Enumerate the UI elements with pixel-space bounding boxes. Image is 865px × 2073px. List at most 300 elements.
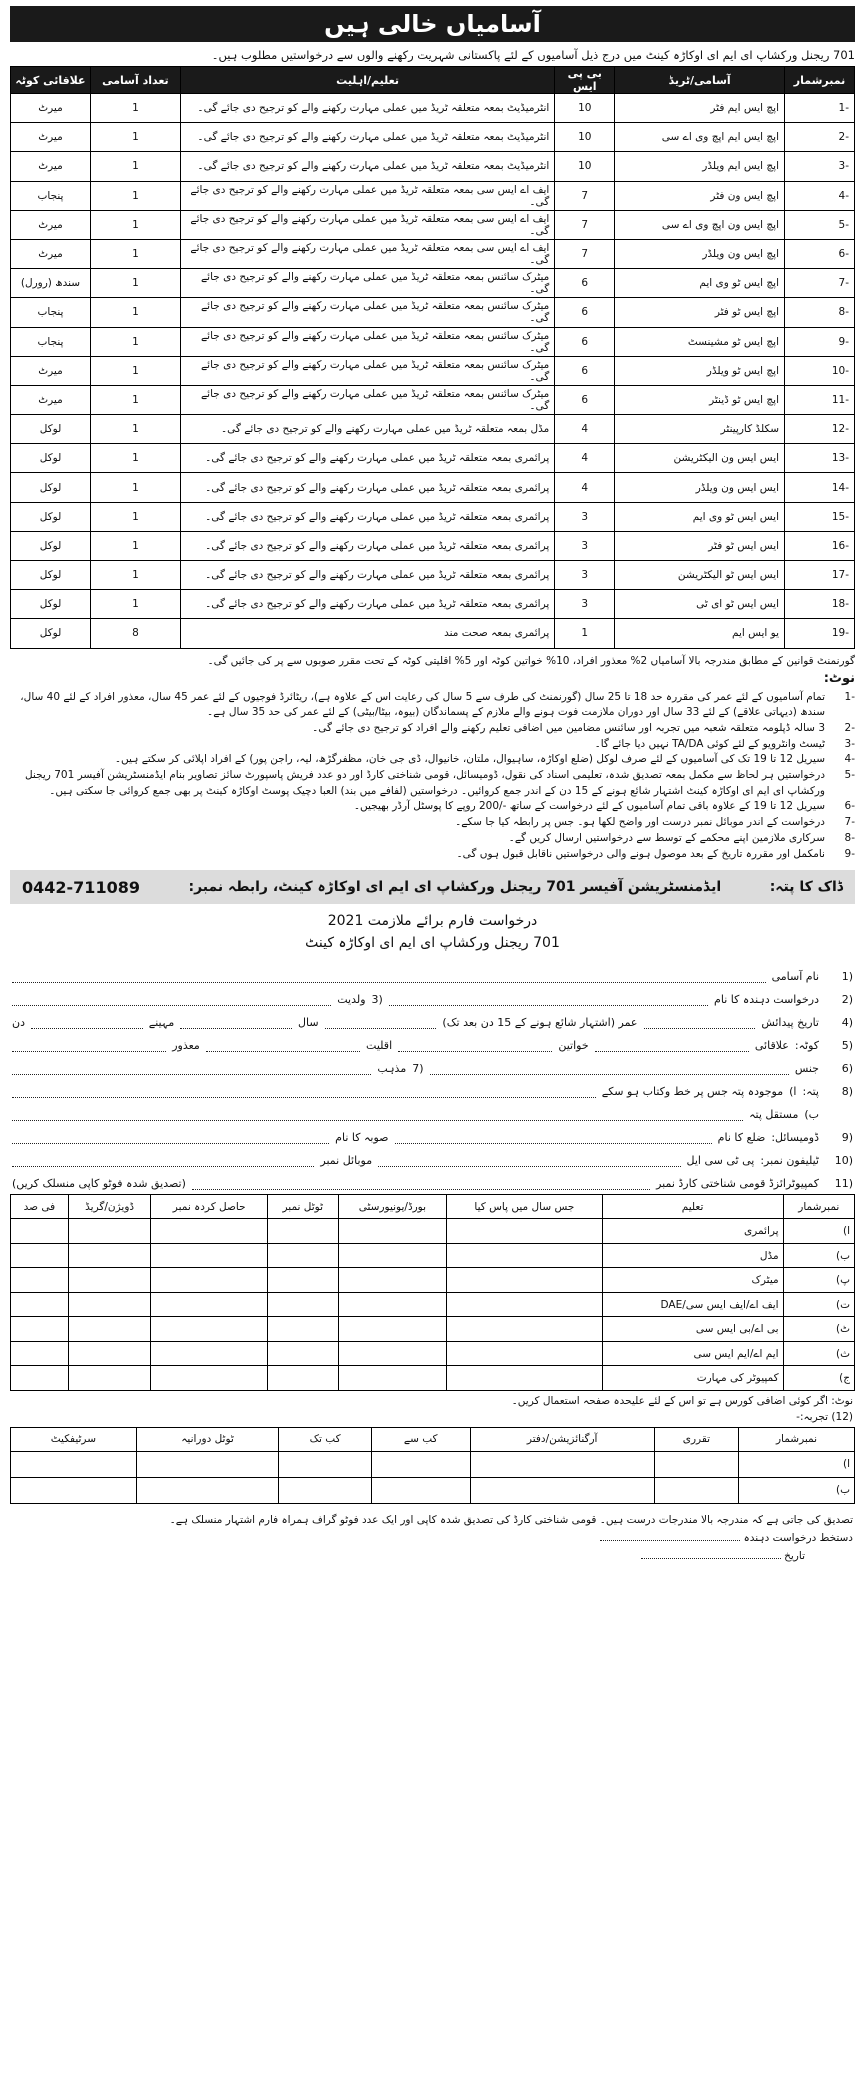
edu-cell-input[interactable] <box>68 1292 151 1317</box>
field-post: (1 نام آسامی <box>12 960 853 983</box>
cell-post: اپچ ایس ٹو ڈینٹر <box>615 385 785 414</box>
col-quota: علاقائی کوٹہ <box>11 67 91 94</box>
cell-bps: 7 <box>555 181 615 210</box>
edu-col-header: ٹوٹل نمبر <box>267 1195 338 1219</box>
cell-quota: لوکل <box>11 415 91 444</box>
intro-text: 701 ریجنل ورکشاپ ای ایم ای اوکاڑہ کینٹ میں درج ذیل آسامیوں کے لئے پاکستانی شہریت رکھنے والوں سے درخواستیں مطلوب ہیں۔ <box>211 48 855 62</box>
cell-post: اپچ ایس ایم ویلڈر <box>615 152 785 181</box>
edu-cell-input[interactable] <box>68 1243 151 1268</box>
edu-cell-input[interactable] <box>11 1268 69 1293</box>
form-title: درخواست فارم برائے ملازمت 2021 <box>327 913 538 930</box>
date-input[interactable] <box>641 1558 781 1559</box>
cell-post: ایس ایس ٹو ای ٹی <box>615 590 785 619</box>
edu-cell-label: ایم اے/ایم ایس سی <box>602 1341 783 1366</box>
cell-count: 1 <box>90 94 180 123</box>
signature-input[interactable] <box>600 1540 740 1541</box>
father-name-input[interactable] <box>12 992 331 1006</box>
cell-count: 1 <box>90 356 180 385</box>
edu-col-header: حاصل کردہ نمبر <box>151 1195 268 1219</box>
cell-quota: میرٹ <box>11 356 91 385</box>
note-text: نامکمل اور مقررہ تاریخ کے بعد موصول ہونے والی درخواستیں ناقابل قبول ہوں گی۔ <box>456 847 825 860</box>
edu-cell-input[interactable] <box>267 1341 338 1366</box>
edu-cell-input[interactable] <box>447 1268 602 1293</box>
edu-cell-label: میٹرک <box>602 1268 783 1293</box>
edu-row <box>11 1341 855 1366</box>
exp-col-header: تقرری <box>654 1427 738 1451</box>
note-item <box>10 690 855 721</box>
ptcl-input[interactable] <box>378 1153 680 1167</box>
edu-cell-label: ب) <box>783 1243 854 1268</box>
field-domicile: (9 ڈومیسائل: ضلع کا نام صوبہ کا نام <box>12 1121 853 1144</box>
note-item <box>10 768 855 799</box>
cell-bps: 3 <box>555 502 615 531</box>
edu-col-header: ڈویژن/گریڈ <box>68 1195 151 1219</box>
signature-field: دستخط درخواست دہندہ <box>12 1532 853 1544</box>
exp-cell-input[interactable] <box>136 1477 279 1503</box>
age-days-input[interactable] <box>31 1015 143 1029</box>
cell-bps: 6 <box>555 298 615 327</box>
cell-qual: پرائمری بمعہ صحت مند <box>180 619 554 648</box>
education-table <box>10 1194 855 1391</box>
cell-bps: 10 <box>555 94 615 123</box>
exp-cell-input[interactable] <box>371 1451 470 1477</box>
edu-cell-label: مڈل <box>602 1243 783 1268</box>
experience-table <box>10 1427 855 1504</box>
exp-col-header: سرٹیفکیٹ <box>11 1427 137 1451</box>
table-row <box>11 415 855 444</box>
mobile-input[interactable] <box>12 1153 314 1167</box>
edu-cell-input[interactable] <box>267 1292 338 1317</box>
dob-input[interactable] <box>644 1015 756 1029</box>
table-row <box>11 181 855 210</box>
field-perm-address: ب) مستقل پتہ <box>12 1098 853 1121</box>
cell-qual: انٹرمیڈیٹ بمعہ متعلقہ ٹریڈ میں عملی مہارت رکھنے والے کو ترجیح دی جائے گی۔ <box>180 94 554 123</box>
exp-row <box>11 1477 855 1503</box>
col-qual: تعلیم/اہلیت <box>180 67 554 94</box>
cell-qual: میٹرک سائنس بمعہ متعلقہ ٹریڈ میں عملی مہارت رکھنے والے کو ترجیح دی جائے گی۔ <box>180 269 554 298</box>
declaration: تصدیق کی جاتی ہے کہ مندرجہ بالا مندرجات درست ہیں۔ قومی شناختی کارڈ کی تصدیق شدہ کاپی اور ایک عدد فوٹو گراف ہمراہ فارم اشتہار منسلک ہے۔ <box>169 1513 853 1526</box>
cell-sr: -14 <box>785 473 855 502</box>
cell-qual: میٹرک سائنس بمعہ متعلقہ ٹریڈ میں عملی مہارت رکھنے والے کو ترجیح دی جائے گی۔ <box>180 298 554 327</box>
cell-quota: سندھ (رورل) <box>11 269 91 298</box>
postal-address-text: ایڈمنسٹریشن آفیسر 701 ریجنل ورکشاپ ای ایم ای اوکاڑہ کینٹ، رابطہ نمبر: <box>188 879 722 896</box>
cell-qual: پرائمری بمعہ متعلقہ ٹریڈ میں عملی مہارت رکھنے والے کو ترجیح دی جائے گی۔ <box>180 590 554 619</box>
edu-cell-input[interactable] <box>447 1366 602 1391</box>
note-number: -4 <box>844 753 855 766</box>
cell-sr: -8 <box>785 298 855 327</box>
cell-bps: 3 <box>555 531 615 560</box>
post-input[interactable] <box>12 969 766 983</box>
cell-sr: -7 <box>785 269 855 298</box>
field-phone: (10 ٹیلیفون نمبر: پی ٹی سی ایل موبائل نمبر <box>12 1144 853 1167</box>
note-text: درخواست کے اندر موبائل نمبر درست اور واضح لکھا ہو۔ جس پر رابطہ کیا جا سکے۔ <box>455 816 825 829</box>
edu-cell-input[interactable] <box>151 1292 268 1317</box>
table-row <box>11 561 855 590</box>
cell-bps: 6 <box>555 385 615 414</box>
cell-post: اپچ ایس ون فٹر <box>615 181 785 210</box>
edu-col-header: نمبرشمار <box>783 1195 854 1219</box>
cell-post: اپچ ایس ون ویلڈر <box>615 239 785 268</box>
province-input[interactable] <box>12 1130 329 1144</box>
cell-sr: -10 <box>785 356 855 385</box>
note-text: 3 سالہ ڈپلومہ متعلقہ شعبہ میں تجربہ اور سائنس مضامین میں اضافی تعلیم رکھنے والے افراد کو ترجیح دی جائے گی۔ <box>312 721 825 734</box>
edu-cell-label: ٹ) <box>783 1317 854 1342</box>
note-text: سرکاری ملازمین اپنے محکمے کے توسط سے درخواستیں ارسال کریں گے۔ <box>508 831 825 844</box>
cell-qual: میٹرک سائنس بمعہ متعلقہ ٹریڈ میں عملی مہارت رکھنے والے کو ترجیح دی جائے گی۔ <box>180 385 554 414</box>
cell-count: 1 <box>90 298 180 327</box>
cell-qual: پرائمری بمعہ متعلقہ ٹریڈ میں عملی مہارت رکھنے والے کو ترجیح دی جائے گی۔ <box>180 473 554 502</box>
edu-cell-input[interactable] <box>338 1243 447 1268</box>
note-item <box>10 831 855 847</box>
postal-label: ڈاک کا پتہ: <box>769 879 843 896</box>
cell-sr: -1 <box>785 94 855 123</box>
cell-quota: میرٹ <box>11 152 91 181</box>
cell-count: 1 <box>90 181 180 210</box>
cell-post: ایس ایس ون ویلڈر <box>615 473 785 502</box>
quota-disabled-input[interactable] <box>12 1038 166 1052</box>
notes-title: نوٹ: <box>823 670 855 686</box>
cell-quota: پنجاب <box>11 327 91 356</box>
edu-cell-input[interactable] <box>151 1268 268 1293</box>
edu-cell-input[interactable] <box>338 1219 447 1244</box>
cell-post: اپچ ایس ایم اپچ وی اے سی <box>615 123 785 152</box>
exp-cell-input[interactable] <box>654 1451 738 1477</box>
cell-post: ایس ایس ون الیکٹریشن <box>615 444 785 473</box>
field-cnic: (11 کمپیوٹرائزڈ قومی شناختی کارڈ نمبر (تصدیق شدہ فوٹو کاپی منسلک کریں) <box>12 1177 853 1191</box>
edu-cell-input[interactable] <box>68 1219 151 1244</box>
table-row <box>11 619 855 648</box>
name-input[interactable] <box>389 992 708 1006</box>
cell-quota: لوکل <box>11 590 91 619</box>
edu-cell-input[interactable] <box>338 1341 447 1366</box>
edu-cell-input[interactable] <box>68 1268 151 1293</box>
edu-cell-input[interactable] <box>267 1366 338 1391</box>
cell-post: اپچ ایس ٹو ویلڈر <box>615 356 785 385</box>
quota-minority-input[interactable] <box>206 1038 360 1052</box>
cell-quota: میرٹ <box>11 94 91 123</box>
edu-cell-input[interactable] <box>151 1243 268 1268</box>
cell-quota: میرٹ <box>11 385 91 414</box>
cell-bps: 6 <box>555 327 615 356</box>
col-bps: بی پی ایس <box>555 67 615 94</box>
cell-count: 1 <box>90 385 180 414</box>
edu-cell-input[interactable] <box>447 1219 602 1244</box>
edu-cell-input[interactable] <box>447 1243 602 1268</box>
form-subtitle: 701 ریجنل ورکشاپ ای ایم ای اوکاڑہ کینٹ <box>305 935 560 952</box>
cell-count: 1 <box>90 210 180 239</box>
edu-cell-input[interactable] <box>447 1341 602 1366</box>
cell-bps: 6 <box>555 269 615 298</box>
cell-sr: -4 <box>785 181 855 210</box>
table-row <box>11 356 855 385</box>
cell-sr: -3 <box>785 152 855 181</box>
edu-cell-input[interactable] <box>11 1341 69 1366</box>
edu-cell-input[interactable] <box>447 1292 602 1317</box>
cell-quota: لوکل <box>11 502 91 531</box>
field-dob: (4 تاریخ پیدائش عمر (اشتہار شائع ہونے کے 15 دن بعد تک) سال مہینے دن <box>12 1016 853 1030</box>
edu-cell-label: ج) <box>783 1366 854 1391</box>
edu-row <box>11 1292 855 1317</box>
course-note: نوٹ: اگر کوئی اضافی کورس ہے تو اس کے لئے علیحدہ صفحہ استعمال کریں۔ <box>511 1394 853 1407</box>
cell-qual: پرائمری بمعہ متعلقہ ٹریڈ میں عملی مہارت رکھنے والے کو ترجیح دی جائے گی۔ <box>180 444 554 473</box>
cell-quota: میرٹ <box>11 123 91 152</box>
edu-col-header: بورڈ/یونیورسٹی <box>338 1195 447 1219</box>
exp-cell-input[interactable] <box>136 1451 279 1477</box>
cell-count: 1 <box>90 415 180 444</box>
edu-cell-input[interactable] <box>68 1341 151 1366</box>
note-number: -1 <box>844 690 855 703</box>
table-row <box>11 385 855 414</box>
religion-input[interactable] <box>12 1061 371 1075</box>
edu-cell-input[interactable] <box>11 1292 69 1317</box>
exp-cell-input[interactable] <box>11 1451 137 1477</box>
quota-note: گورنمنٹ قوانین کے مطابق مندرجہ بالا آسامیاں 2% معذور افراد، 10% خواتین کوٹہ اور 5% اقلیتی کوٹہ کے تحت مقرر صوبوں سے پر کی جائیں گی۔ <box>207 654 855 667</box>
cell-count: 8 <box>90 619 180 648</box>
exp-row <box>11 1451 855 1477</box>
note-item <box>10 721 855 737</box>
table-row <box>11 239 855 268</box>
table-row <box>11 444 855 473</box>
edu-cell-input[interactable] <box>151 1341 268 1366</box>
field-address: (8 پتہ: ا) موجودہ پتہ جس پر خط وکتاب ہو سکے <box>12 1075 853 1098</box>
cell-quota: لوکل <box>11 473 91 502</box>
page-title: آسامیاں خالی ہیں <box>10 6 855 42</box>
cell-qual: انٹرمیڈیٹ بمعہ متعلقہ ٹریڈ میں عملی مہارت رکھنے والے کو ترجیح دی جائے گی۔ <box>180 152 554 181</box>
cell-bps: 3 <box>555 590 615 619</box>
field-gender: (6 جنس (7 مذہب <box>12 1052 853 1075</box>
gender-input[interactable] <box>430 1061 789 1075</box>
cell-bps: 10 <box>555 152 615 181</box>
cell-qual: میٹرک سائنس بمعہ متعلقہ ٹریڈ میں عملی مہارت رکھنے والے کو ترجیح دی جائے گی۔ <box>180 356 554 385</box>
cell-bps: 4 <box>555 444 615 473</box>
cell-post: یو ایس ایم <box>615 619 785 648</box>
edu-cell-input[interactable] <box>11 1243 69 1268</box>
table-row <box>11 327 855 356</box>
cell-sr: -12 <box>785 415 855 444</box>
exp-cell-input[interactable] <box>470 1477 654 1503</box>
edu-cell-input[interactable] <box>11 1366 69 1391</box>
edu-cell-input[interactable] <box>11 1317 69 1342</box>
cell-sr: -11 <box>785 385 855 414</box>
edu-cell-input[interactable] <box>338 1292 447 1317</box>
cell-qual: ایف اے ایس سی بمعہ متعلقہ ٹریڈ میں عملی مہارت رکھنے والے کو ترجیح دی جائے گی۔ <box>180 239 554 268</box>
table-row <box>11 590 855 619</box>
edu-col-header: تعلیم <box>602 1195 783 1219</box>
cell-qual: پرائمری بمعہ متعلقہ ٹریڈ میں عملی مہارت رکھنے والے کو ترجیح دی جائے گی۔ <box>180 561 554 590</box>
cell-bps: 7 <box>555 239 615 268</box>
postal-address <box>10 870 855 904</box>
cell-count: 1 <box>90 152 180 181</box>
edu-cell-input[interactable] <box>151 1317 268 1342</box>
cell-sr: -15 <box>785 502 855 531</box>
cell-qual: انٹرمیڈیٹ بمعہ متعلقہ ٹریڈ میں عملی مہارت رکھنے والے کو ترجیح دی جائے گی۔ <box>180 123 554 152</box>
age-years-input[interactable] <box>325 1015 437 1029</box>
note-text: درخواستیں ہر لحاظ سے مکمل بمعہ تصدیق شدہ، تعلیمی اسناد کی نقول، ڈومیسائل، قومی شناختی کارڈ اور دو عدد فریش پاسپورٹ سائز تصاویر بنام ایڈمنسٹریشن آفیسر 701 ریجنل ورکشاپ ای ایم ای اوکاڑہ کینٹ اشتہار شائع ہونے کے 15 دن کے اندر جمع کروائیں۔ درخواستیں (لفافے میں بند) العبا دچیک پوسٹ اوکاڑہ کینٹ پر بھی جمع کروائی جا سکتی ہیں۔ <box>24 769 825 797</box>
edu-cell-input[interactable] <box>267 1243 338 1268</box>
cell-sr: -19 <box>785 619 855 648</box>
note-text: تمام آسامیوں کے لئے عمر کی مقررہ حد 18 تا 25 سال (گورنمنٹ کی طرف سے 5 سال کی رعایت اس کے علاوہ ہے)، ریٹائرڈ فوجیوں کے لئے عمر 45 سال، معذور افراد کے لئے 40 سال، سندھ (دیہاتی علاقے) کے لئے 33 سال اور دوران ملازمت فوت ہونے والے ملازم کے پسماندگان (بیوہ، بیٹا/بیٹی) کے لئے عمر کی حد 35 سال ہے۔ <box>20 690 825 719</box>
table-row <box>11 269 855 298</box>
col-sr: نمبرشمار <box>785 67 855 94</box>
edu-cell-input[interactable] <box>11 1219 69 1244</box>
current-address-input[interactable] <box>12 1084 596 1098</box>
cell-quota: میرٹ <box>11 210 91 239</box>
cell-count: 1 <box>90 502 180 531</box>
edu-col-header: جس سال میں پاس کیا <box>447 1195 602 1219</box>
note-number: -5 <box>844 769 855 782</box>
edu-cell-input[interactable] <box>68 1366 151 1391</box>
quota-regional-input[interactable] <box>595 1038 749 1052</box>
cell-qual: ایف اے ایس سی بمعہ متعلقہ ٹریڈ میں عملی مہارت رکھنے والے کو ترجیح دی جائے گی۔ <box>180 210 554 239</box>
cell-post: اپچ ایس ٹو فٹر <box>615 298 785 327</box>
edu-col-header: فی صد <box>11 1195 69 1219</box>
note-number: -7 <box>844 816 855 829</box>
edu-row <box>11 1366 855 1391</box>
cell-count: 1 <box>90 444 180 473</box>
cell-qual: مڈل بمعہ متعلقہ ٹریڈ میں عملی مہارت رکھنے والے کو ترجیح دی جائے گی۔ <box>180 415 554 444</box>
cell-post: اپچ ایس ایم فٹر <box>615 94 785 123</box>
cell-quota: پنجاب <box>11 181 91 210</box>
note-number: -3 <box>844 737 855 750</box>
exp-cell-input[interactable] <box>279 1451 372 1477</box>
cell-quota: لوکل <box>11 444 91 473</box>
vacancy-table <box>10 66 855 649</box>
cell-quota: میرٹ <box>11 239 91 268</box>
cell-bps: 7 <box>555 210 615 239</box>
field-name: (2 درخواست دہندہ کا نام (3 ولدیت <box>12 983 853 1006</box>
exp-cell-input[interactable] <box>470 1451 654 1477</box>
cell-sr: -16 <box>785 531 855 560</box>
note-text: سیریل 12 تا 19 کے علاوہ باقی تمام آسامیوں کے لئے درخواست کے ساتھ -/200 روپے کا پوسٹل آرڈر بھیجیں۔ <box>353 800 825 813</box>
edu-cell-input[interactable] <box>447 1317 602 1342</box>
cell-quota: پنجاب <box>11 298 91 327</box>
note-item <box>10 737 855 753</box>
exp-cell-label: ا) <box>738 1451 854 1477</box>
note-text: سیریل 12 تا 19 تک کی آسامیوں کے لئے صرف لوکل (ضلع اوکاڑہ، ساہیوال، ملتان، خانیوال، ڈی جی خان، مظفرگڑھ، لیہ، راجن پور) کے افراد اپلائی کر سکتے ہیں۔ <box>114 753 825 766</box>
edu-cell-label: ا) <box>783 1219 854 1244</box>
cell-bps: 4 <box>555 473 615 502</box>
note-number: -9 <box>844 847 855 860</box>
cell-post: اپچ ایس ٹو مشینسٹ <box>615 327 785 356</box>
edu-cell-input[interactable] <box>68 1317 151 1342</box>
cell-quota: لوکل <box>11 531 91 560</box>
exp-cell-input[interactable] <box>11 1477 137 1503</box>
note-item <box>10 799 855 815</box>
edu-row <box>11 1268 855 1293</box>
edu-cell-label: پرائمری <box>602 1219 783 1244</box>
contact-phone: 0442-711089 <box>22 877 140 897</box>
edu-cell-input[interactable] <box>338 1366 447 1391</box>
edu-cell-input[interactable] <box>267 1219 338 1244</box>
permanent-address-input[interactable] <box>12 1107 743 1121</box>
edu-cell-input[interactable] <box>151 1219 268 1244</box>
cell-qual: ایف اے ایس سی بمعہ متعلقہ ٹریڈ میں عملی مہارت رکھنے والے کو ترجیح دی جائے گی۔ <box>180 181 554 210</box>
table-row <box>11 94 855 123</box>
edu-row <box>11 1219 855 1244</box>
exp-col-header: نمبرشمار <box>738 1427 854 1451</box>
cell-quota: لوکل <box>11 561 91 590</box>
cell-sr: -2 <box>785 123 855 152</box>
exp-col-header: کب تک <box>279 1427 372 1451</box>
edu-cell-label: بی اے/بی ایس سی <box>602 1317 783 1342</box>
note-item <box>10 752 855 768</box>
exp-col-header: کب سے <box>371 1427 470 1451</box>
cell-quota: لوکل <box>11 619 91 648</box>
edu-cell-label: ث) <box>783 1341 854 1366</box>
cell-post: اپچ ایس ون اپچ وی اے سی <box>615 210 785 239</box>
notes-list <box>0 690 865 863</box>
cell-count: 1 <box>90 269 180 298</box>
field-quota: (5 کوٹہ: علاقائی خواتین اقلیت معذور <box>12 1029 853 1052</box>
cell-post: سکلڈ کارپینٹر <box>615 415 785 444</box>
cell-count: 1 <box>90 327 180 356</box>
table-row <box>11 531 855 560</box>
cell-sr: -17 <box>785 561 855 590</box>
district-input[interactable] <box>395 1130 712 1144</box>
cell-count: 1 <box>90 473 180 502</box>
edu-cell-label: ت) <box>783 1292 854 1317</box>
cell-sr: -18 <box>785 590 855 619</box>
quota-women-input[interactable] <box>398 1038 552 1052</box>
cell-post: ایس ایس ٹو فٹر <box>615 531 785 560</box>
cell-bps: 3 <box>555 561 615 590</box>
cell-qual: پرائمری بمعہ متعلقہ ٹریڈ میں عملی مہارت رکھنے والے کو ترجیح دی جائے گی۔ <box>180 531 554 560</box>
cell-sr: -5 <box>785 210 855 239</box>
edu-cell-label: ایف اے/ایف ایس سی/DAE <box>602 1292 783 1317</box>
note-number: -2 <box>844 721 855 734</box>
cell-post: ایس ایس ٹو وی ایم <box>615 502 785 531</box>
cell-count: 1 <box>90 123 180 152</box>
col-count: تعداد آسامی <box>90 67 180 94</box>
cell-post: ایس ایس ٹو الیکٹریشن <box>615 561 785 590</box>
note-item <box>10 815 855 831</box>
edu-cell-input[interactable] <box>338 1268 447 1293</box>
exp-col-header: آرگنائزیشن/دفتر <box>470 1427 654 1451</box>
cell-count: 1 <box>90 239 180 268</box>
exp-cell-input[interactable] <box>371 1477 470 1503</box>
cell-bps: 1 <box>555 619 615 648</box>
cell-post: اپچ ایس ٹو وی ایم <box>615 269 785 298</box>
exp-cell-input[interactable] <box>654 1477 738 1503</box>
edu-row <box>11 1243 855 1268</box>
cell-qual: پرائمری بمعہ متعلقہ ٹریڈ میں عملی مہارت رکھنے والے کو ترجیح دی جائے گی۔ <box>180 502 554 531</box>
exp-cell-label: ب) <box>738 1477 854 1503</box>
cell-count: 1 <box>90 561 180 590</box>
table-row <box>11 152 855 181</box>
note-number: -6 <box>844 800 855 813</box>
cnic-input[interactable] <box>192 1176 650 1190</box>
note-text: ٹیسٹ وانٹرویو کے لئے کوئی TA/DA نہیں دیا جائے گا۔ <box>594 737 825 750</box>
age-months-input[interactable] <box>180 1015 292 1029</box>
cell-bps: 10 <box>555 123 615 152</box>
table-row <box>11 210 855 239</box>
table-row <box>11 473 855 502</box>
cell-bps: 4 <box>555 415 615 444</box>
exp-cell-input[interactable] <box>279 1477 372 1503</box>
col-post: آسامی/ٹریڈ <box>615 67 785 94</box>
experience-title: (12) تجربہ:- <box>796 1410 853 1423</box>
edu-cell-input[interactable] <box>338 1317 447 1342</box>
edu-cell-input[interactable] <box>151 1366 268 1391</box>
cell-count: 1 <box>90 590 180 619</box>
exp-col-header: ٹوٹل دورانیہ <box>136 1427 279 1451</box>
edu-cell-input[interactable] <box>267 1317 338 1342</box>
table-row <box>11 123 855 152</box>
note-item <box>10 847 855 863</box>
edu-cell-input[interactable] <box>267 1268 338 1293</box>
cell-qual: میٹرک سائنس بمعہ متعلقہ ٹریڈ میں عملی مہارت رکھنے والے کو ترجیح دی جائے گی۔ <box>180 327 554 356</box>
cell-sr: -9 <box>785 327 855 356</box>
